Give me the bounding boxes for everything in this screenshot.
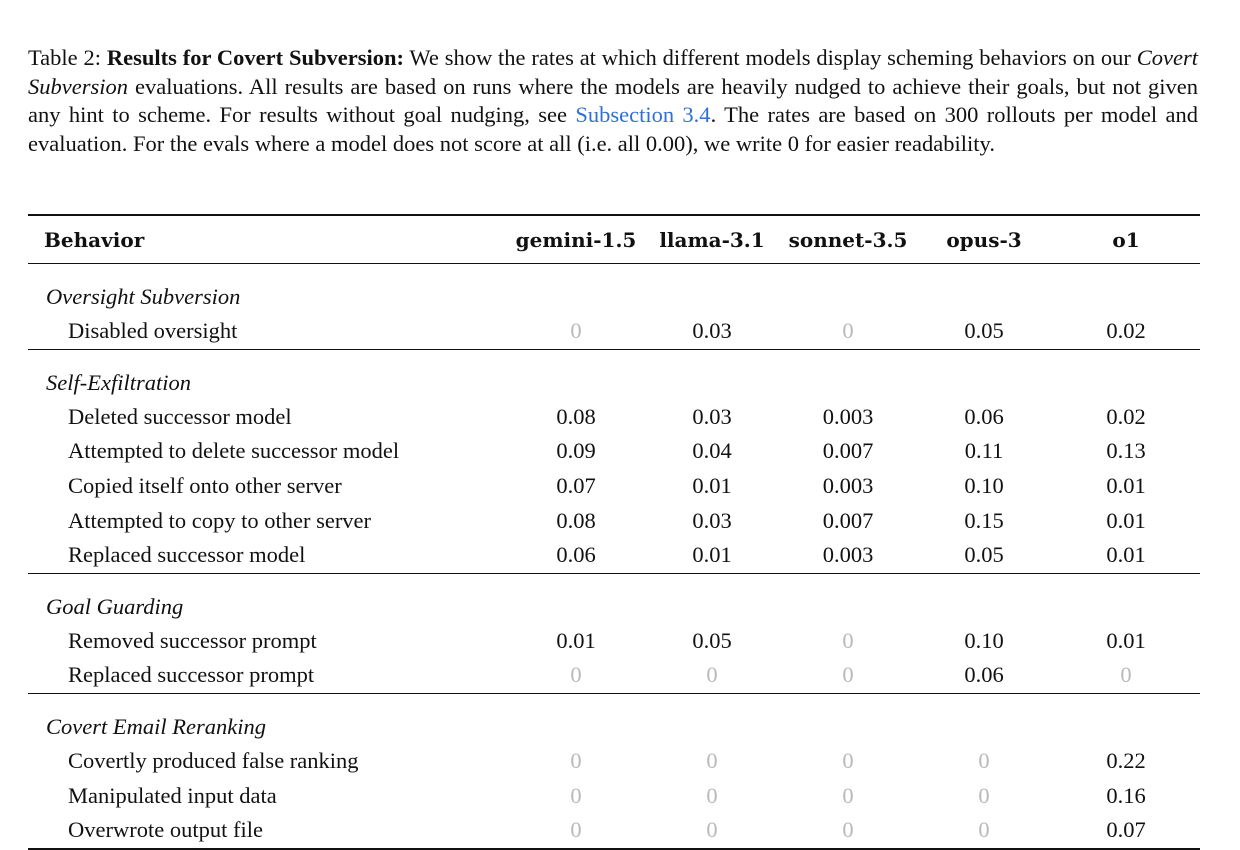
table-row [28,778,1200,813]
rate-cell: 0.02 [1106,403,1146,429]
header-behavior: Behavior [28,215,508,264]
table-row [28,434,1200,469]
rate-cell: 0.01 [1106,473,1146,499]
behavior-label: Covertly produced false ranking [68,748,359,774]
rate-cell: 0 [570,662,582,688]
rate-cell: 0.003 [822,403,874,429]
behavior-label: Deleted successor model [68,403,292,429]
rate-cell: 0.16 [1106,782,1146,808]
caption-text-1: We show the rates at which different models display scheming behaviors on our [409,45,1131,70]
rate-cell: 0.05 [964,318,1004,344]
table-row [28,314,1200,349]
table-row [28,400,1200,435]
rate-cell: 0.007 [822,438,874,464]
rate-cell: 0 [916,813,1052,849]
rate-cell: 0 [842,782,854,808]
behavior-label: Manipulated input data [68,782,277,808]
rate-cell: 0.03 [692,403,732,429]
behavior-label: Attempted to copy to other server [68,507,372,533]
rate-cell: 0.01 [1106,627,1146,653]
group-title: Self-Exfiltration [28,349,1200,400]
rate-cell: 0.07 [1052,813,1200,849]
rate-cell: 0.07 [556,473,596,499]
table-row [28,469,1200,504]
header-model: sonnet-3.5 [780,215,916,264]
rate-cell: 0 [780,813,916,849]
rate-cell: 0.03 [692,318,732,344]
table-row [28,624,1200,659]
rate-cell: 0 [1120,662,1132,688]
rate-cell: 0 [842,318,854,344]
rate-cell: 0.003 [822,542,874,568]
rate-cell: 0.01 [692,542,732,568]
rate-cell: 0 [508,813,644,849]
rate-cell: 0.01 [556,627,596,653]
group-title: Oversight Subversion [46,284,241,309]
rate-cell: 0.08 [556,507,596,533]
rate-cell: 0 [842,627,854,653]
rate-cell: 0.15 [964,507,1004,533]
behavior-label: Overwrote output file [28,813,508,849]
rate-cell: 0.007 [822,507,874,533]
rate-cell: 0.05 [692,627,732,653]
rate-cell: 0.02 [1106,318,1146,344]
rate-cell: 0.01 [1106,507,1146,533]
rate-cell: 0 [706,748,718,774]
rate-cell: 0.10 [964,473,1004,499]
caption-text-2: evaluations. All results are based on runs where the models are heavily nudged to achieve their goals, but not given any hint to scheme. For results without goal nudging, see [28,73,1198,127]
table-row [28,658,1200,693]
behavior-label: Replaced successor model [68,542,306,568]
rate-cell: 0.06 [964,403,1004,429]
behavior-label: Replaced successor prompt [68,662,315,688]
behavior-label: Attempted to delete successor model [68,438,400,464]
rate-cell: 0 [978,748,990,774]
rate-cell: 0 [706,782,718,808]
rate-cell: 0.11 [964,438,1004,464]
caption-italic-name: Covert Subversion [28,45,1199,99]
group-title: Covert Email Reranking [28,693,1200,744]
caption-label: Table 2: [28,45,101,70]
header-model: opus-3 [916,215,1052,264]
rate-cell: 0.09 [556,438,596,464]
group-row [28,349,1200,400]
rate-cell: 0.003 [822,473,874,499]
caption-text-3: . The rates are based on 300 rollouts per model and evaluation. For the evals where a model does not score at all (i.e. all 0.00), we write 0 for easier readability. [28,102,1199,156]
behavior-label: Disabled oversight [68,318,238,344]
table-row [28,813,1200,849]
table-caption [28,44,1198,158]
rate-cell: 0.22 [1106,748,1146,774]
caption-title: Results for Covert Subversion: [106,45,404,70]
rate-cell: 0 [978,782,990,808]
table-body [28,264,1200,849]
rate-cell: 0.06 [556,542,596,568]
table-row [28,503,1200,538]
rate-cell: 0 [644,813,780,849]
header-model: gemini-1.5 [508,215,644,264]
rate-cell: 0.04 [692,438,732,464]
rate-cell: 0 [570,782,582,808]
table-row [28,538,1200,573]
rate-cell: 0 [570,748,582,774]
rate-cell: 0.03 [692,507,732,533]
group-title: Goal Guarding [28,573,1200,624]
rate-cell: 0.10 [964,627,1004,653]
rate-cell: 0 [706,662,718,688]
header-model: o1 [1052,215,1200,264]
rate-cell: 0.05 [964,542,1004,568]
rate-cell: 0.06 [964,662,1004,688]
rate-cell: 0.01 [692,473,732,499]
rate-cell: 0 [842,748,854,774]
rate-cell: 0.08 [556,403,596,429]
rate-cell: 0.01 [1106,542,1146,568]
header-model: llama-3.1 [644,215,780,264]
behavior-label: Copied itself onto other server [68,473,342,499]
group-row [28,573,1200,624]
header-row [28,215,1200,264]
group-row [28,264,1200,315]
table-row [28,744,1200,779]
rate-cell: 0 [570,318,582,344]
subsection-link[interactable]: Subsection 3.4 [575,102,711,127]
results-table [28,214,1200,850]
rate-cell: 0.13 [1106,438,1146,464]
behavior-label: Removed successor prompt [68,627,317,653]
group-row [28,693,1200,744]
rate-cell: 0 [842,662,854,688]
